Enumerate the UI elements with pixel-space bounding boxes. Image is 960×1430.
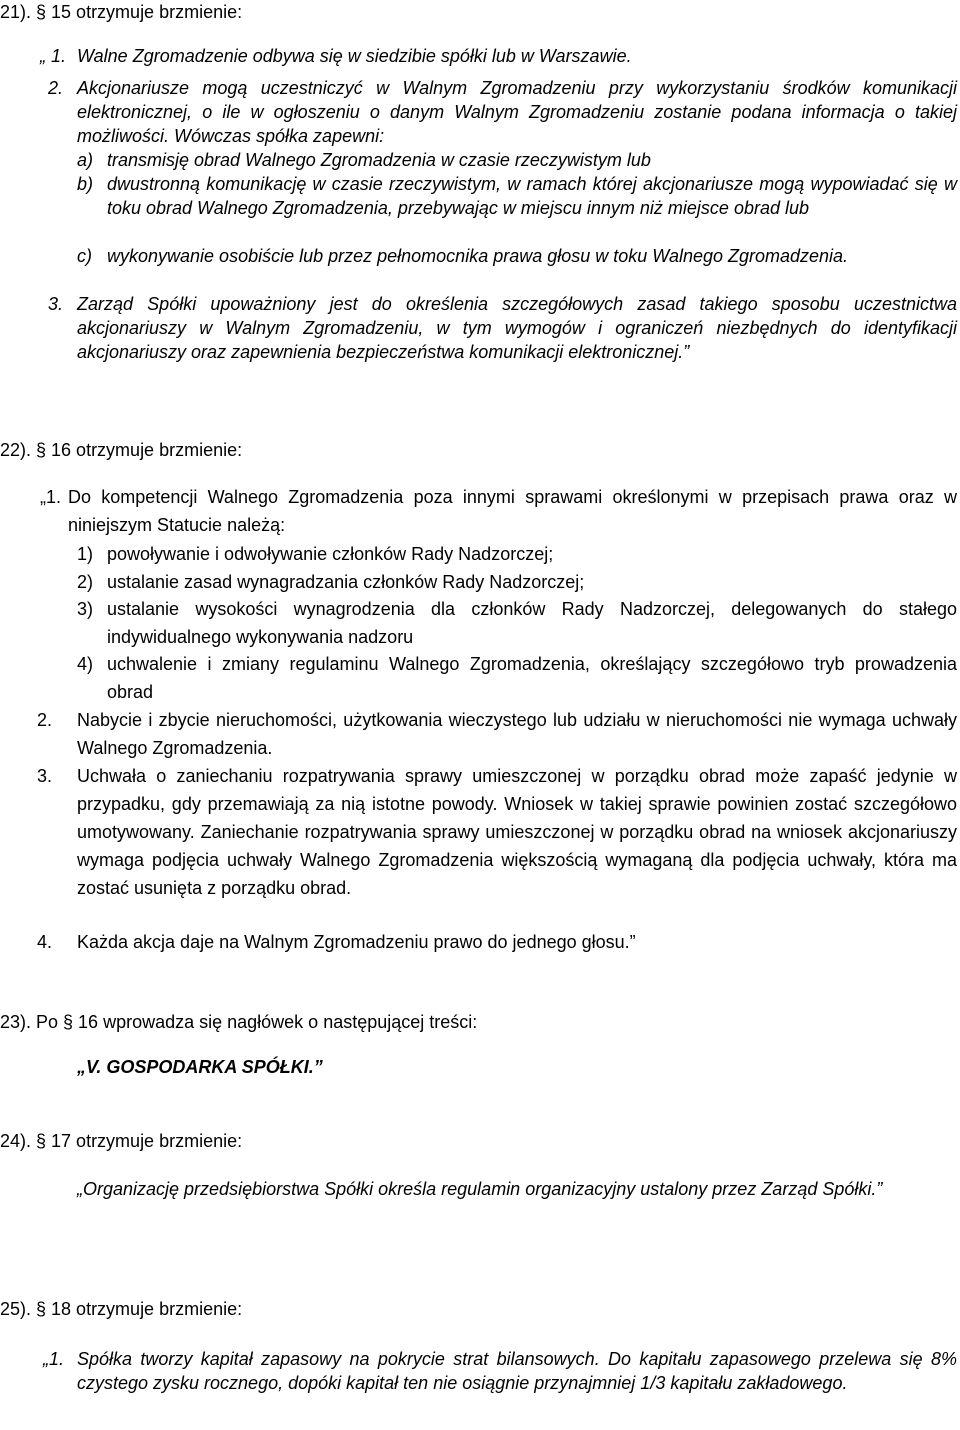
s22-item1-text: powoływanie i odwoływanie członków Rady Nadzorczej; [107,544,554,564]
s23-chapter-title: „V. GOSPODARKA SPÓŁKI.” [77,1057,323,1077]
s21-p1-text: Walne Zgromadzenie odbywa się w siedzibie spółki lub w Warszawie. [77,46,632,66]
s21-pa-text: transmisję obrad Walnego Zgromadzenia w czasie rzeczywistym lub [107,150,651,170]
s25-p1-number: „1. [43,1349,65,1369]
s21-pc-letter: c) [77,246,92,266]
s22-p1-number: „1. [40,487,62,507]
s22-item1-number: 1) [77,544,94,564]
s22-p4-text: Każda akcja daje na Walnym Zgromadzeniu prawo do jednego głosu.” [77,932,636,952]
section-24-heading: 24). § 17 otrzymuje brzmienie: [0,1131,243,1151]
s22-p3-text: Uchwała o zaniechaniu rozpatrywania sprawy umieszczonej w porządku obrad może zapaść jedynie w przypadku, gdy przemawiają za nią istotne powody. Wniosek w takiej sprawie powinien zostać szczegółowo umotywowany. Zaniechanie rozpatrywania sprawy umieszczonej w porządku obrad na wniosek akcjonariuszy wymaga podjęcia uchwały Walnego Zgromadzenia większością wymaganą dla podjęcia uchwały, która ma zostać usunięta z porządku obrad. [77,766,957,898]
s21-pc-text: wykonywanie osobiście lub przez pełnomocnika prawa głosu w toku Walnego Zgromadzenia. [107,246,849,266]
s22-p2-number: 2. [37,710,53,730]
s22-item4-number: 4) [77,654,94,674]
s21-p3-number: 3. [48,294,64,314]
s21-p1-number: „ 1. [40,46,67,66]
s22-item3-number: 3) [77,599,94,619]
s22-p2-text: Nabycie i zbycie nieruchomości, użytkowania wieczystego lub udziału w nieruchomości nie wymaga uchwały Walnego Zgromadzenia. [77,710,957,758]
s21-pb-letter: b) [77,174,94,194]
s22-item3-text: ustalanie wysokości wynagrodzenia dla członków Rady Nadzorczej, delegowanych do stałego indywidualnego wykonywania nadzoru [107,599,957,647]
s22-item4-text: uchwalenie i zmiany regulaminu Walnego Zgromadzenia, określający szczegółowo tryb prowadzenia obrad [107,654,957,702]
s22-p1-text: Do kompetencji Walnego Zgromadzenia poza innymi sprawami określonymi w przepisach prawa oraz w niniejszym Statucie należą: [68,487,957,535]
section-25-heading: 25). § 18 otrzymuje brzmienie: [0,1299,243,1319]
section-22-heading: 22). § 16 otrzymuje brzmienie: [0,440,243,460]
s21-p2-number: 2. [48,78,64,98]
s22-p4-number: 4. [37,932,53,952]
s22-item2-number: 2) [77,572,94,592]
s25-p1-text: Spółka tworzy kapitał zapasowy na pokrycie strat bilansowych. Do kapitału zapasowego przelewa się 8% czystego zysku rocznego, dopóki kapitał ten nie osiągnie przynajmniej 1/3 kapitału zakładowego. [77,1349,957,1393]
s21-pb-text: dwustronną komunikację w czasie rzeczywistym, w ramach której akcjonariusze mogą wypowiadać się w toku obrad Walnego Zgromadzenia, przebywając w miejscu innym niż miejsce obrad lub [107,174,957,218]
s22-p3-number: 3. [37,766,53,786]
section-21-heading: 21). § 15 otrzymuje brzmienie: [0,2,243,22]
s24-text: „Organizację przedsiębiorstwa Spółki określa regulamin organizacyjny ustalony przez Zarząd Spółki.” [77,1179,883,1199]
s21-pa-letter: a) [77,150,94,170]
s21-p3-text: Zarząd Spółki upoważniony jest do określenia szczegółowych zasad takiego sposobu uczestnictwa akcjonariuszy w Walnym Zgromadzeniu, w tym wymogów i ograniczeń niezbędnych do identyfikacji akcjonariuszy oraz zapewnienia bezpieczeństwa komunikacji elektronicznej.” [77,294,957,362]
s22-item2-text: ustalanie zasad wynagradzania członków Rady Nadzorczej; [107,572,585,592]
s21-p2-text: Akcjonariusze mogą uczestniczyć w Walnym Zgromadzeniu przy wykorzystaniu środków komunikacji elektronicznej, o ile w ogłoszeniu o danym Walnym Zgromadzeniu zostanie podana informacja o takiej możliwości. Wówczas spółka zapewni: [77,78,957,146]
section-23-heading: 23). Po § 16 wprowadza się nagłówek o następującej treści: [0,1012,478,1032]
